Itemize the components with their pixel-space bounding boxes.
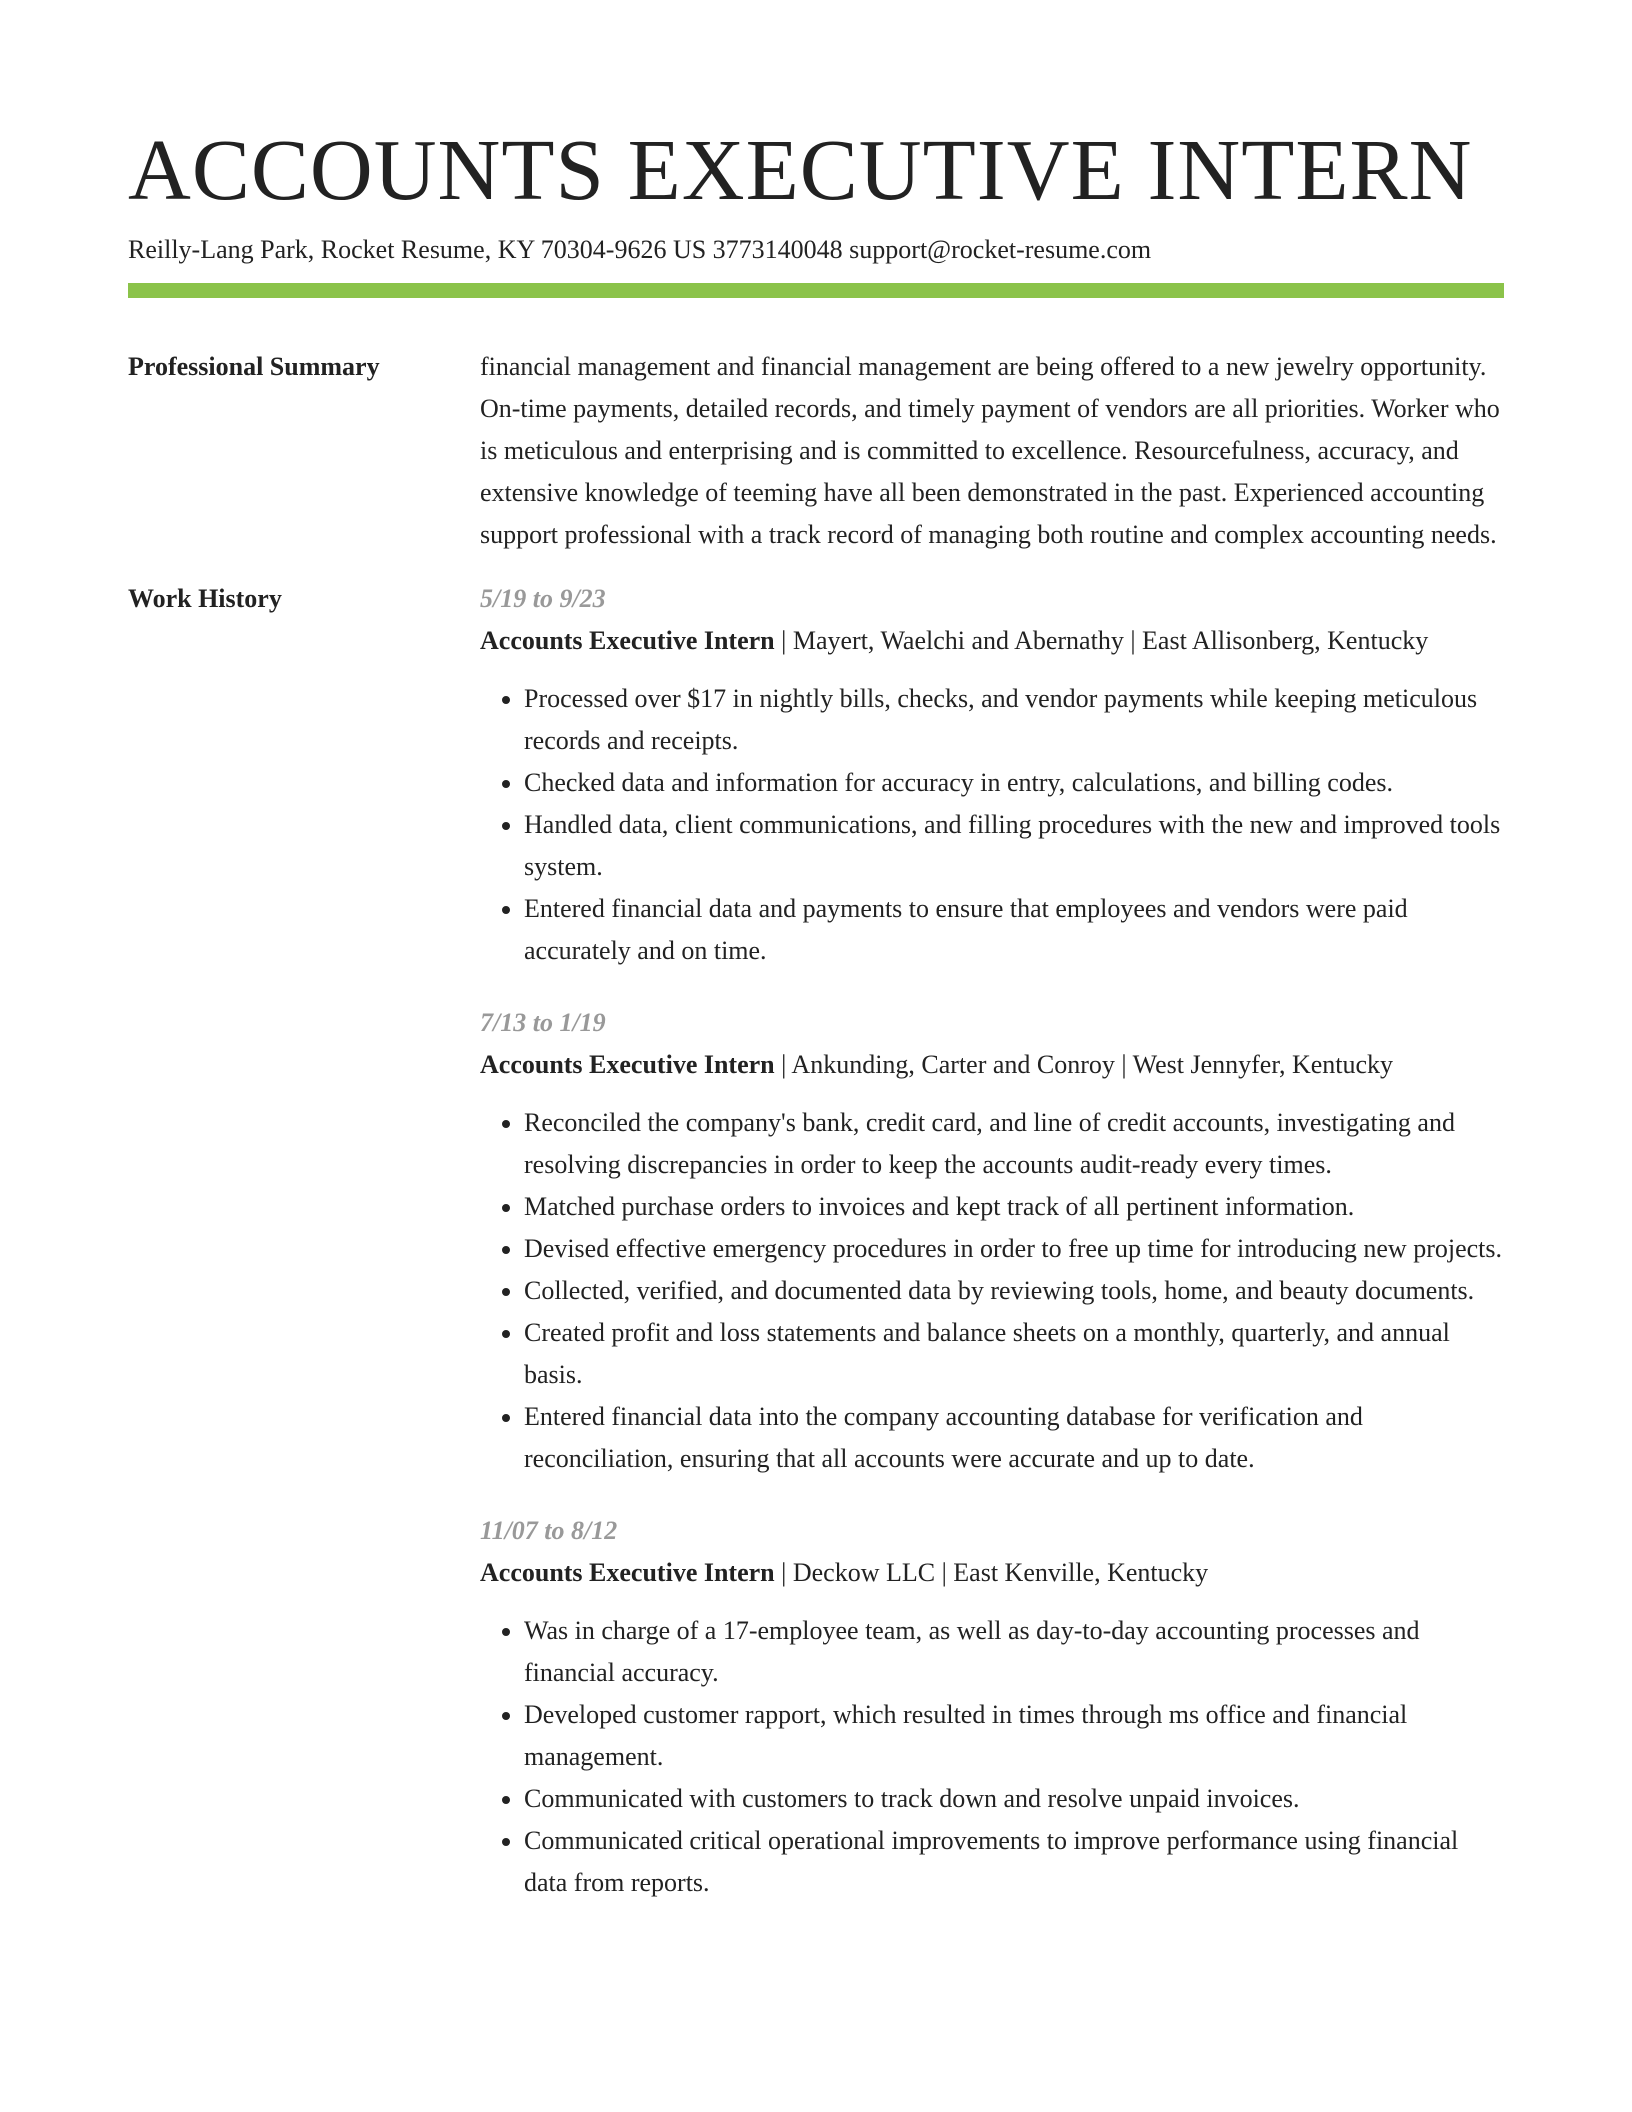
job-bullet: • Collected, verified, and documented data by reviewing tools, home, and beauty documents. — [524, 1270, 1504, 1312]
job-bullet: • Matched purchase orders to invoices and kept track of all pertinent information. — [524, 1186, 1504, 1228]
accent-divider — [128, 283, 1504, 298]
job-bullet: • Reconciled the company's bank, credit card, and line of credit accounts, investigating and resolving discrepancies in order to keep the accounts audit-ready every times. — [524, 1102, 1504, 1186]
job-bullet: • Developed customer rapport, which resulted in times through ms office and financial management. — [524, 1694, 1504, 1778]
job-heading — [480, 1044, 1504, 1086]
section-label-work-history: Work History — [128, 584, 282, 613]
job-bullet: • Entered financial data and payments to ensure that employees and vendors were paid accurately and on time. — [524, 888, 1504, 972]
job-details: | Ankunding, Carter and Conroy | West Jennyfer, Kentucky — [774, 1050, 1394, 1079]
job-bullet: • Created profit and loss statements and balance sheets on a monthly, quarterly, and annual basis. — [524, 1312, 1504, 1396]
job-title: Accounts Executive Intern — [480, 1050, 775, 1079]
job-dates: 7/13 to 1/19 — [480, 1008, 606, 1037]
job-bullet: • Communicated with customers to track down and resolve unpaid invoices. — [524, 1778, 1504, 1820]
job-bullet: • Processed over $17 in nightly bills, checks, and vendor payments while keeping meticulous records and receipts. — [524, 678, 1504, 762]
section-label-summary: Professional Summary — [128, 352, 380, 381]
job-details: | Mayert, Waelchi and Abernathy | East Allisonberg, Kentucky — [774, 626, 1429, 655]
work-history-body — [480, 578, 1504, 1934]
resume-name-heading: ACCOUNTS EXECUTIVE INTERN — [128, 121, 1473, 218]
summary-text: financial management and financial management are being offered to a new jewelry opportunity. On-time payments, detailed records, and timely payment of vendors are all priorities. Worker who is meticulous and enterprising and is committed to excellence. Resourcefulness, accuracy, and extensive knowledge of teeming have all been demonstrated in the past. Experienced accounting support professional with a track record of managing both routine and complex accounting needs. — [480, 352, 1500, 549]
job-bullet: • Checked data and information for accuracy in entry, calculations, and billing codes. — [524, 762, 1504, 804]
job-heading — [480, 620, 1504, 662]
job-bullet: • Entered financial data into the company accounting database for verification and reconciliation, ensuring that all accounts were accurate and up to date. — [524, 1396, 1504, 1480]
job-dates: 11/07 to 8/12 — [480, 1516, 618, 1545]
job-bullet-list — [480, 1610, 1504, 1904]
job-bullet-list — [480, 1102, 1504, 1480]
professional-summary-section — [128, 346, 1504, 556]
work-history-section — [128, 578, 1504, 1934]
job-title: Accounts Executive Intern — [480, 1558, 775, 1587]
contact-line: Reilly-Lang Park, Rocket Resume, KY 70304-9626 US 3773140048 support@rocket-resume.com — [128, 235, 1152, 264]
resume-page — [128, 0, 1504, 1934]
job-heading — [480, 1552, 1504, 1594]
job-bullet: • Handled data, client communications, and filling procedures with the new and improved tools system. — [524, 804, 1504, 888]
job-bullet: • Was in charge of a 17-employee team, as well as day-to-day accounting processes and financial accuracy. — [524, 1610, 1504, 1694]
job-details: | Deckow LLC | East Kenville, Kentucky — [774, 1558, 1209, 1587]
job-dates: 5/19 to 9/23 — [480, 584, 606, 613]
job-entry — [480, 1510, 1504, 1904]
job-title: Accounts Executive Intern — [480, 626, 775, 655]
job-bullet-list — [480, 678, 1504, 972]
job-bullet: • Communicated critical operational improvements to improve performance using financial data from reports. — [524, 1820, 1504, 1904]
job-entry — [480, 1002, 1504, 1480]
job-bullet: • Devised effective emergency procedures in order to free up time for introducing new projects. — [524, 1228, 1504, 1270]
job-entry — [480, 578, 1504, 972]
